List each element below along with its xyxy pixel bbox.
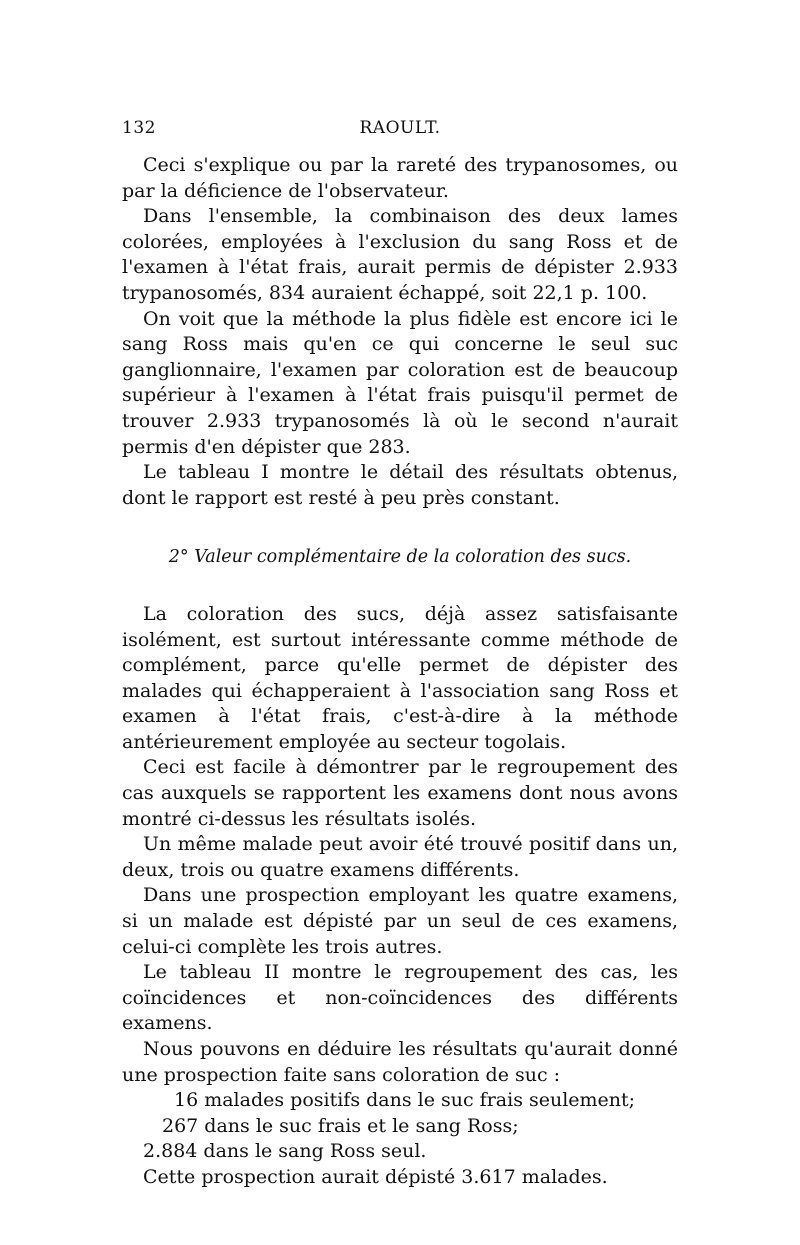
paragraph: Ceci est facile à démontrer par le regroupement des cas auxquels se rapportent les examens dont nous avons montré ci-dessus les résultats isolés. (122, 756, 678, 830)
paragraph: Nous pouvons en déduire les résultats qu'aurait donné une prospection faite sans coloration de suc : (122, 1038, 678, 1086)
paragraph: La coloration des sucs, déjà assez satisfaisante isolément, est surtout intéressante comme méthode de complément, parce qu'elle permet de dépister des malades qui échapperaient à l'association sang Ross et examen à l'état frais, c'est-à-dire à la méthode antérieurement employée au secteur togolais. (122, 602, 678, 753)
list-line: 16 malades positifs dans le suc frais seulement; (174, 1089, 636, 1112)
running-title: RAOULT. (359, 118, 441, 138)
paragraph: On voit que la méthode la plus fidèle est encore ici le sang Ross mais qu'en ce qui concerne le seul suc ganglionnaire, l'examen par coloration est de beaucoup supérieur à l'examen à l'état frais puisqu'il permet de trouver 2.933 trypanosomés là où le second n'aurait permis d'en dépister que 283. (122, 307, 678, 458)
paragraph: Le tableau I montre le détail des résultats obtenus, dont le rapport est resté à peu près constant. (122, 461, 678, 509)
paragraph: Un même malade peut avoir été trouvé positif dans un, deux, trois ou quatre examens différents. (122, 833, 678, 881)
closing-line: Cette prospection aurait dépisté 3.617 malades. (143, 1165, 608, 1188)
page-number: 132 (122, 118, 156, 138)
page-body (122, 153, 678, 1191)
paragraph: Le tableau II montre le regroupement des cas, les coïncidences et non-coïncidences des différents examens. (122, 961, 678, 1035)
list-line: 2.884 dans le sang Ross seul. (143, 1140, 427, 1163)
paragraph: Dans l'ensemble, la combinaison des deux lames colorées, employées à l'exclusion du sang Ross et de l'examen à l'état frais, aurait permis de dépister 2.933 trypanosomés, 834 auraient échappé, soit 22,1 p. 100. (122, 205, 678, 304)
section-heading: 2° Valeur complémentaire de la coloration des sucs. (168, 547, 632, 568)
paragraph: Dans une prospection employant les quatre examens, si un malade est dépisté par un seul de ces examens, celui-ci complète les trois autres. (122, 884, 678, 958)
paragraph: Ceci s'explique ou par la rareté des trypanosomes, ou par la déficience de l'observateur. (122, 154, 678, 202)
list-line: 267 dans le suc frais et le sang Ross; (162, 1114, 519, 1137)
